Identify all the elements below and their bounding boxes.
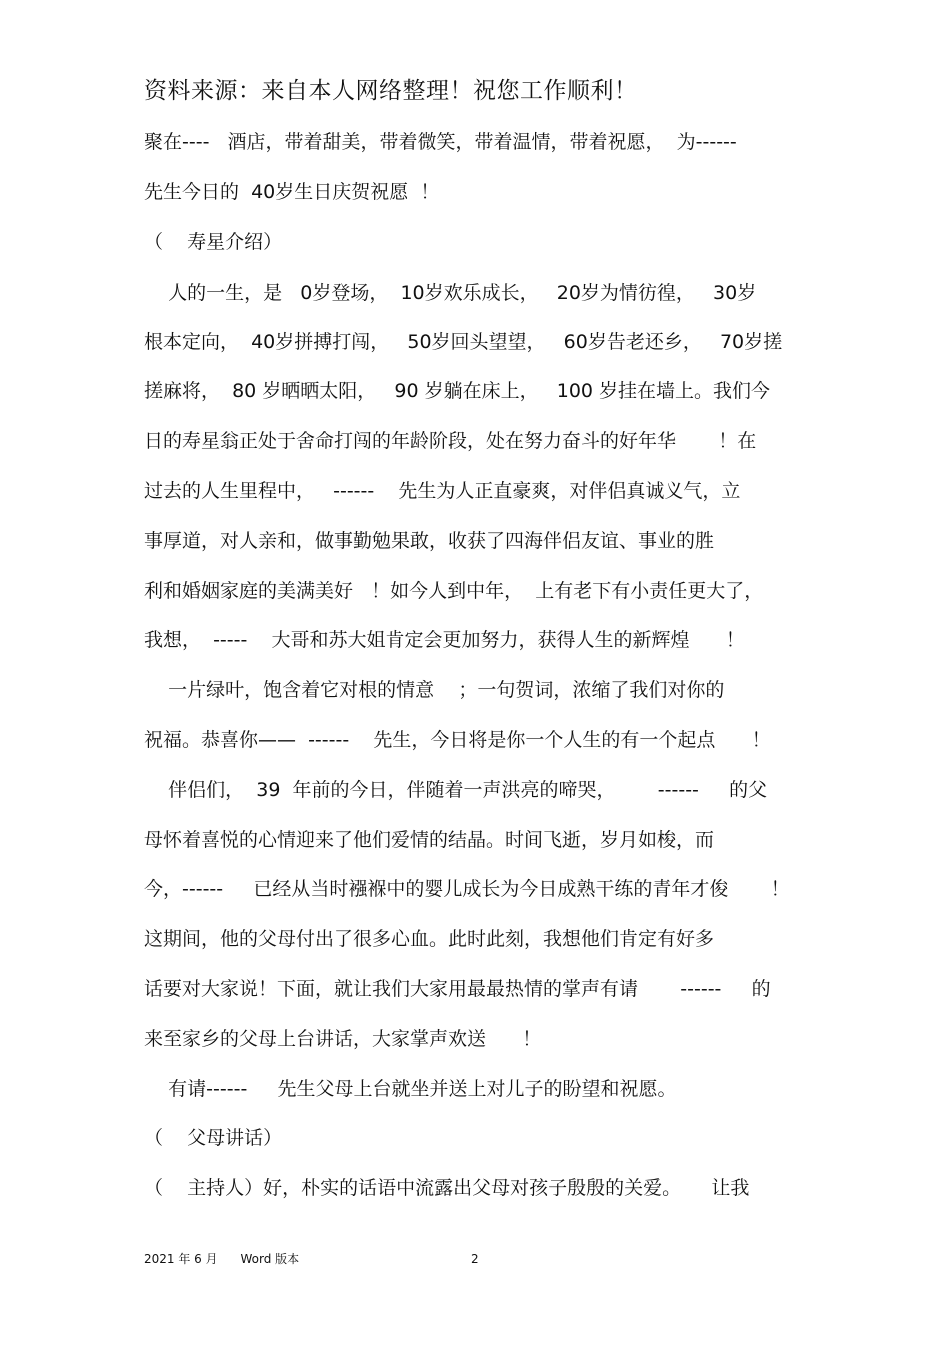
body-line: 话要对大家说！下面，就让我们大家用最最热情的掌声有请 ------ 的 — [144, 978, 771, 1000]
body-line: 母怀着喜悦的心情迎来了他们爱情的结晶。时间飞逝，岁月如梭，而 — [144, 829, 715, 851]
body-line: 我想， ----- 大哥和苏大姐肯定会更加努力，获得人生的新辉煌 ！ — [144, 629, 745, 651]
body-line: 人的一生，是 0岁登场， 10岁欢乐成长， 20岁为情彷徨， 30岁 — [144, 282, 757, 304]
footer-date-version: 2021 年 6 月 Word 版本 — [144, 1252, 300, 1266]
body-line: （ 主持人）好，朴实的话语中流露出父母对孩子殷殷的关爱。 让我 — [144, 1177, 750, 1199]
body-line: 先生今日的 40岁生日庆贺祝愿 ！ — [144, 181, 440, 203]
body-line: 祝福。恭喜你—— ------ 先生，今日将是你一个人生的有一个起点 ！ — [144, 729, 771, 751]
source-header: 资料来源：来自本人网络整理！祝您工作顺利！ — [144, 78, 638, 104]
body-line: 过去的人生里程中， ------ 先生为人正直豪爽，对伴侣真诚义气，立 — [144, 480, 741, 502]
body-line: 今，------ 已经从当时襁褓中的婴儿成长为今日成熟干练的青年才俊 ！ — [144, 878, 790, 900]
body-line: 聚在---- 酒店，带着甜美，带着微笑，带着温情，带着祝愿， 为------ — [144, 131, 737, 153]
body-line: 利和婚姻家庭的美满美好 ！如今人到中年， 上有老下有小责任更大了， — [144, 580, 764, 602]
page-number: 2 — [471, 1252, 479, 1266]
section-heading: （ 寿星介绍） — [144, 231, 283, 253]
body-line: 伴侣们， 39 年前的今日，伴随着一声洪亮的啼哭， ------ 的父 — [144, 779, 768, 801]
body-line: 事厚道，对人亲和，做事勤勉果敢，收获了四海伴侣友谊、事业的胜 — [144, 530, 715, 552]
body-line: 搓麻将， 80 岁晒晒太阳， 90 岁躺在床上， 100 岁挂在墙上。我们今 — [144, 380, 771, 402]
body-line: 有请------ 先生父母上台就坐并送上对儿子的盼望和祝愿。 — [144, 1078, 677, 1100]
body-line: 根本定向， 40岁拼搏打闯， 50岁回头望望， 60岁告老还乡， 70岁搓 — [144, 331, 783, 353]
body-line: 日的寿星翁正处于舍命打闯的年龄阶段，处在努力奋斗的好年华 ！在 — [144, 430, 757, 452]
body-line: 一片绿叶，饱含着它对根的情意 ；一句贺词，浓缩了我们对你的 — [144, 679, 725, 701]
body-line: 来至家乡的父母上台讲话，大家掌声欢送 ！ — [144, 1028, 542, 1050]
section-heading: （ 父母讲话） — [144, 1127, 283, 1149]
body-line: 这期间，他的父母付出了很多心血。此时此刻，我想他们肯定有好多 — [144, 928, 715, 950]
